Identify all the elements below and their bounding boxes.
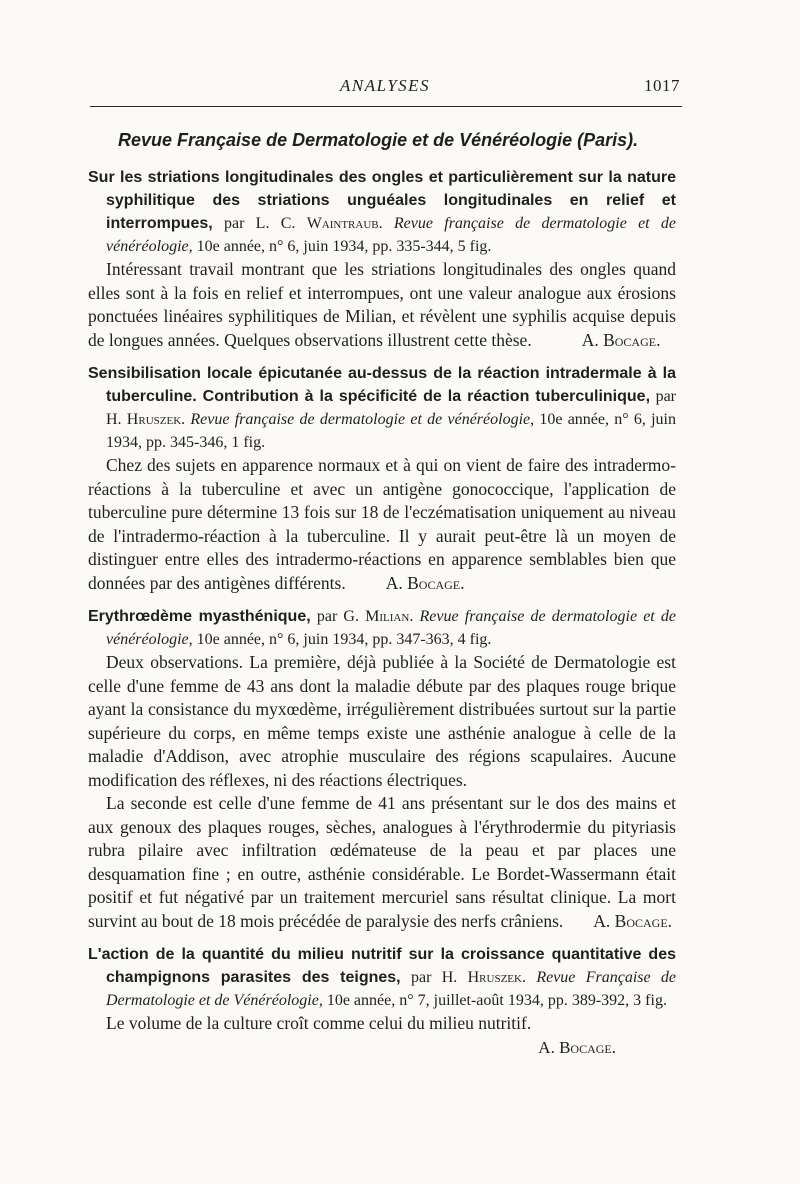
running-header — [90, 76, 680, 100]
entry-by: par H. — [106, 388, 676, 428]
entry-signature: A. Bocage. — [538, 1037, 616, 1057]
entry-title: Sensibilisation locale épicutanée au-dessus de la réaction intradermale à la tuberculine. Contribution à la spécificité de la réaction tuberculinique, — [88, 365, 676, 405]
entry-author: Milian — [365, 608, 410, 625]
header-rule — [90, 106, 682, 107]
entry-details: 10e année, n° 6, juin 1934, pp. 347-363, 4 fig. — [192, 631, 492, 648]
entry-heading: Erythrœdème myasthénique, par G. Milian. Revue française de dermatologie et de vénéréologie, 10e année, n° 6, juin 1934, pp. 347-363, 4 fig. — [88, 608, 677, 648]
entry-signature: A. Bocage. — [593, 910, 673, 931]
entry-source: Revue Française de Dermatologie et de Vénéréologie, — [106, 969, 677, 1009]
abstract-entry — [88, 605, 676, 933]
entry-paragraph: Chez des sujets en apparence normaux et à qui on vient de faire des intradermo-réactions à la tuberculine et avec un antigène gonococcique, l'application de tuberculine pure détermine 13 fois sur 18 de l'eczématisation uniquement au niveau de l'intradermo-réaction à la tuberculine. Il y aurait peut-être là un moyen de distinguer entre elles des intradermo-réactions en apparence semblables bien que données par des antigènes différents. A. Bocage. — [88, 455, 676, 593]
entry-source: Revue française de dermatologie et de vénéréologie, — [106, 608, 677, 648]
entry-paragraph: La seconde est celle d'une femme de 41 ans présentant sur le dos des mains et aux genoux des plaques rouges, sèches, analogues à l'érythrodermie du pityriasis rubra pilaire avec infiltration œdémateuse de la peau et par places une desquamation fine ; en outre, asthénie considérable. Le Bordet-Wassermann était positif et fut négativé par un traitement mercuriel sans résultat clinique. La mort survint au bout de 18 mois précédée de paralysie des nerfs crâniens. A. Bocage. — [88, 793, 676, 931]
entry-source: Revue française de dermatologie et de vénéréologie, — [106, 215, 677, 255]
abstract-entry — [88, 166, 676, 352]
entry-details: 10e année, n° 7, juillet-août 1934, pp. 389-392, 3 fig. — [322, 992, 667, 1009]
entry-heading: Sensibilisation locale épicutanée au-dessus de la réaction intradermale à la tuberculine. Contribution à la spécificité de la réaction tuberculinique, par H. Hruszek. Revue française de dermatologie et de vénéréologie, 10e année, n° 6, juin 1934, pp. 345-346, 1 fig. — [88, 365, 676, 451]
entry-source: Revue française de dermatologie et de vénéréologie, — [190, 411, 535, 428]
entry-details: 10e année, n° 6, juin 1934, pp. 335-344, 5 fig. — [192, 238, 492, 255]
entry-title: L'action de la quantité du milieu nutritif sur la croissance quantitative des champignons parasites des teignes, — [88, 946, 676, 986]
entry-signature: A. Bocage. — [581, 329, 661, 350]
entry-by: par L. C. — [212, 215, 307, 232]
entry-author: Hruszek — [126, 411, 182, 428]
entry-author: Waintraub — [306, 215, 379, 232]
entry-heading: L'action de la quantité du milieu nutritif sur la croissance quantitative des champignons parasites des teignes, par H. Hruszek. Revue Française de Dermatologie et de Vénéréologie, 10e année, n° 7, juillet-août 1934, pp. 389-392, 3 fig. — [88, 946, 677, 1009]
entry-details: 10e année, n° 6, juin 1934, pp. 345-346, 1 fig. — [106, 411, 676, 451]
entry-by: par H. — [400, 969, 468, 986]
running-title: ANALYSES — [339, 76, 431, 95]
abstract-entry — [88, 362, 676, 595]
entry-heading: Sur les striations longitudinales des ongles et particulièrement sur la nature syphilitique des striations unguéales longitudinales en relief et interrompues, par L. C. Waintraub. Revue française de dermatologie et de vénéréologie, 10e année, n° 6, juin 1934, pp. 335-344, 5 fig. — [88, 169, 677, 255]
journal-heading: Revue Française de Dermatologie et de Vénéréologie (Paris). — [118, 130, 639, 150]
entry-paragraph: Le volume de la culture croît comme celui du milieu nutritif. — [106, 1013, 532, 1033]
entry-title: Erythrœdème myasthénique, — [88, 608, 311, 625]
entry-by: par G. — [310, 608, 366, 625]
abstract-entry — [88, 943, 676, 1059]
entry-paragraph: Deux observations. La première, déjà publiée à la Société de Dermatologie est celle d'une femme de 43 ans dont la maladie débute par des plaques rouge brique ayant la consistance du myxœdème, irrégulièrement distribuées surtout sur la partie supérieure du corps, en même temps existe une asthénie analogue à celle de la maladie d'Addison, avec atrophie musculaire des régions scapulaires. Aucune modification des réflexes, ni des réactions électriques. — [88, 652, 676, 790]
page-number: 1017 — [644, 76, 680, 95]
entry-signature: A. Bocage. — [385, 572, 465, 593]
entry-title: Sur les striations longitudinales des ongles et particulièrement sur la nature syphilitique des striations unguéales longitudinales en relief et interrompues, — [88, 169, 676, 232]
entry-author: Hruszek — [467, 969, 522, 986]
entry-paragraph: Intéressant travail montrant que les striations longitudinales des ongles quand elles sont à la fois en relief et interrompues, ont une valeur analogue aux érosions ponctuées linéaires syphilitiques de Milian, et révèlent une syphilis acquise depuis de longues années. Quelques observations illustrent cette thèse. A. Bocage. — [88, 259, 676, 350]
article-body — [88, 128, 676, 1059]
